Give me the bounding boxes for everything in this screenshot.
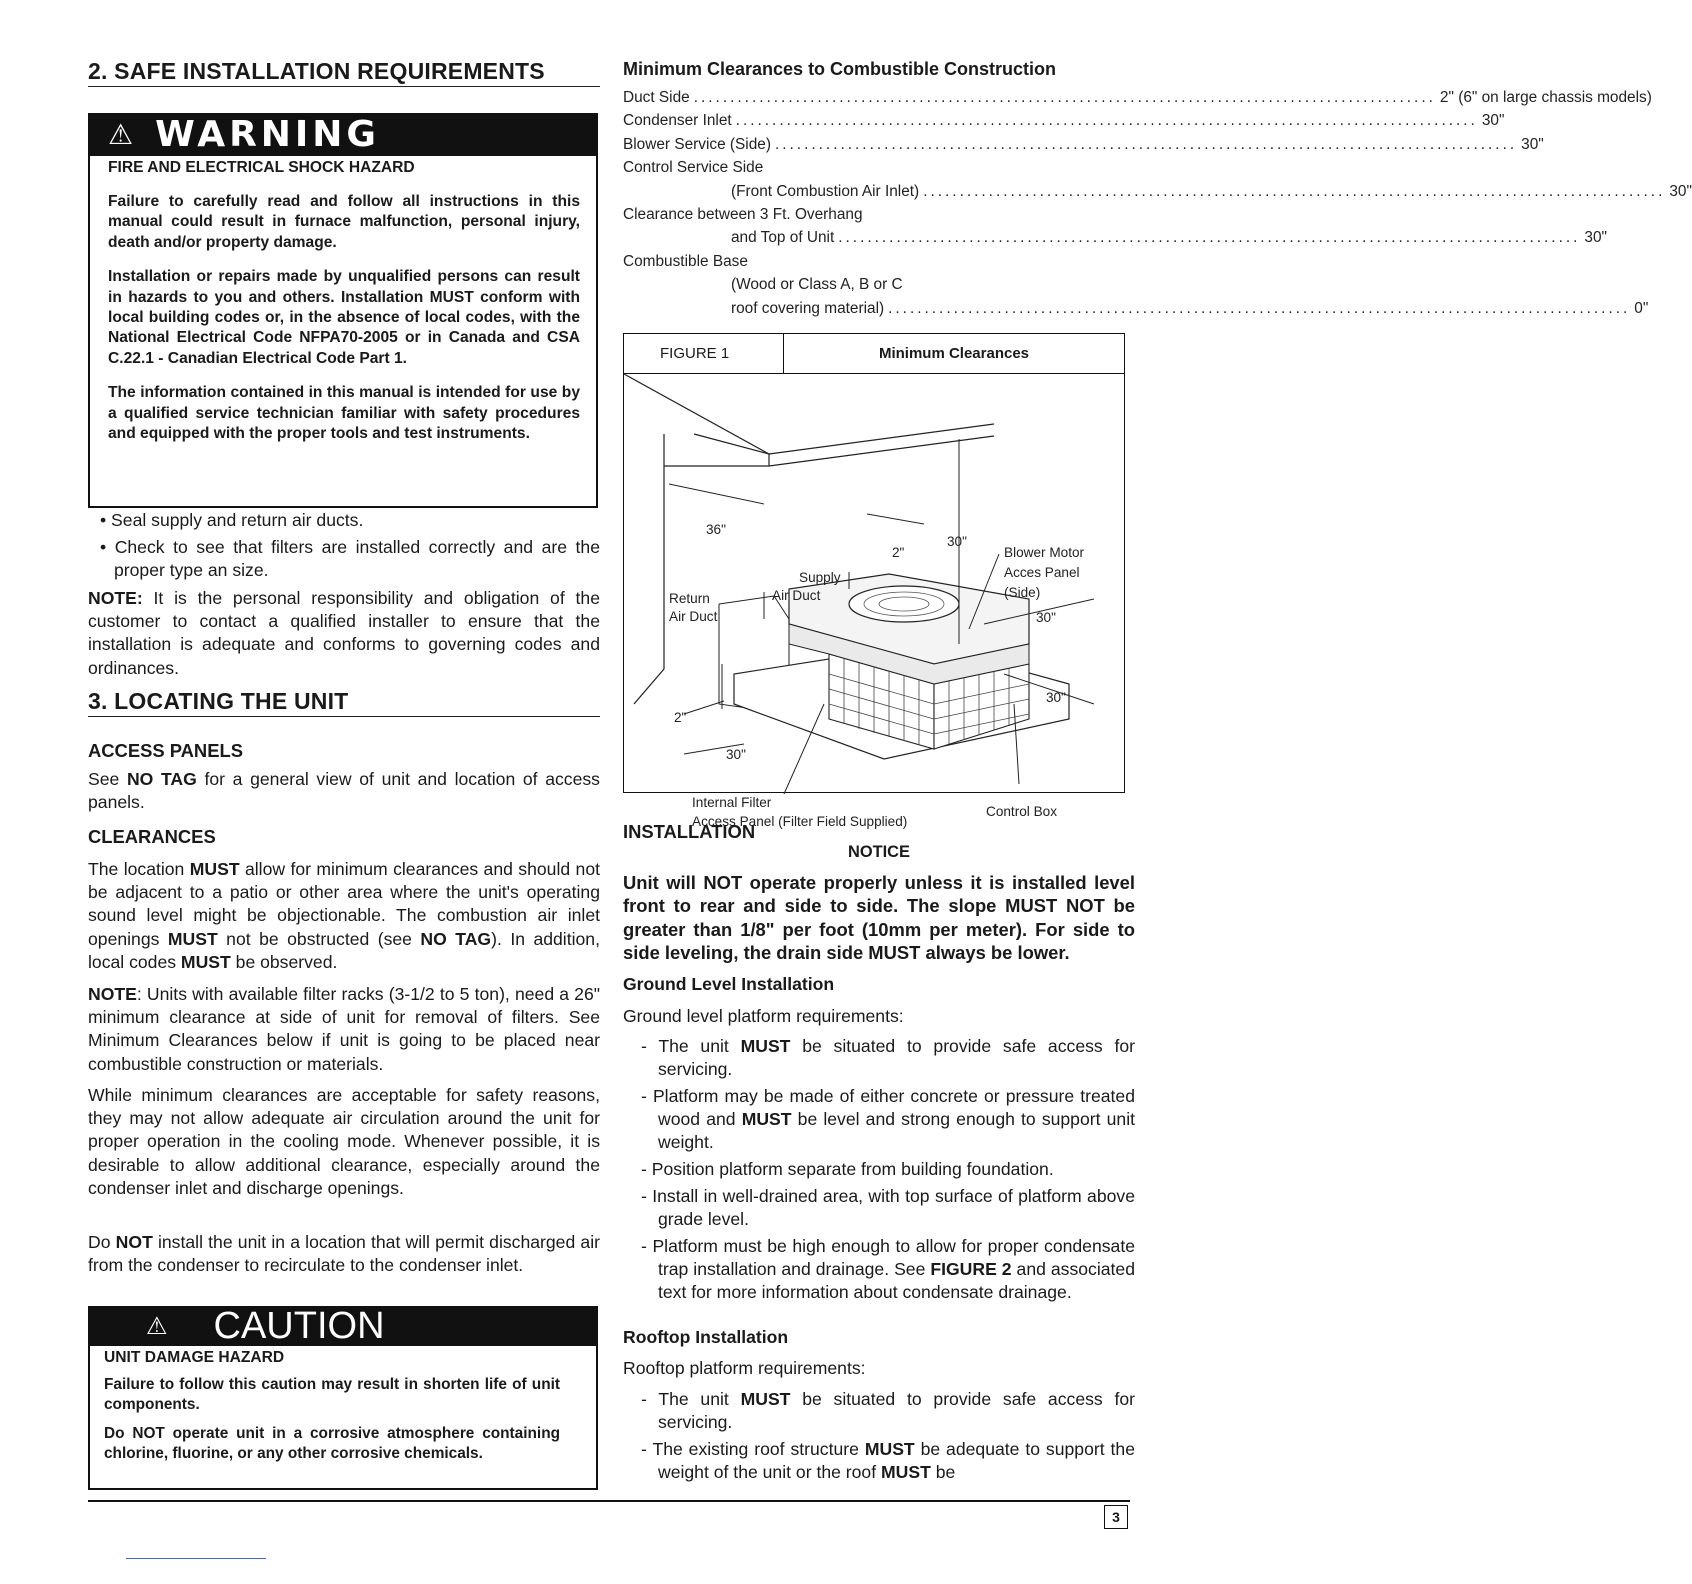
caution-triangle-icon: ⚠ [146, 1312, 168, 1340]
ground-level-heading: Ground Level Installation [623, 974, 835, 994]
warning-banner [90, 113, 596, 156]
clearances-heading: CLEARANCES [88, 826, 216, 847]
clearance-row: Duct Side ..... 2" (6" on large chassis models) [623, 86, 1127, 109]
note-2: NOTE: Units with available filter racks (3-1/2 to 5 ton), need a 26" minimum clearance at side of unit for removal of filters. See Minimum Clearances below if unit is going to be placed near combustible construction or materials. [88, 984, 600, 1074]
blower-label-2: Acces Panel [1004, 565, 1080, 580]
clearance-row: Blower Service (Side) ..... 30" [623, 133, 1127, 156]
figure-label: FIGURE 1 [624, 334, 784, 373]
warning-triangle-icon: ⚠ [108, 119, 134, 150]
caution-paragraph-1: Failure to follow this caution may result in shorten life of unit components. [104, 1376, 560, 1414]
caution-box [88, 1306, 598, 1490]
access-panels-heading: ACCESS PANELS [88, 740, 243, 761]
warning-box [88, 113, 598, 508]
dim-2-duct: 2" [674, 710, 687, 725]
clearances-table-title: Minimum Clearances to Combustible Construction [623, 59, 1057, 79]
page-number: 3 [1104, 1505, 1128, 1529]
section-3-title: 3. LOCATING THE UNIT [88, 688, 600, 717]
notice-text: Unit will NOT operate properly unless it is installed level front to rear and side to side. The slope MUST NOT be greater than 1/8" per foot (10mm per meter). For side to side leveling, the drain side MUST always be lower. [623, 872, 1135, 964]
clearance-row: (Front Combustion Air Inlet) ..... 30" [623, 180, 1127, 203]
clearances-paragraph-4: Do NOT install the unit in a location that will permit discharged air from the condenser to recirculate to the condenser inlet. [88, 1232, 600, 1276]
blower-label-1: Blower Motor [1004, 545, 1085, 560]
caution-banner [90, 1306, 596, 1346]
ground-requirements-list [623, 1035, 1135, 1304]
dim-36: 36" [706, 522, 726, 537]
caution-paragraph-2: Do NOT operate unit in a corrosive atmosphere containing chlorine, fluorine, or any other corrosive chemicals. [104, 1424, 560, 1463]
clearances-table [623, 86, 1692, 320]
dim-30-bottom: 30" [726, 747, 746, 762]
figure-title: Minimum Clearances [878, 345, 1030, 362]
figure-header [624, 334, 1124, 374]
clearances-paragraph-1: The location MUST allow for minimum clearances and should not be adjacent to a patio or other area where the unit's operating sound level might be objectionable. The combustion air inlet openings MUST not be obstructed (see NO TAG). In addition, local codes MUST be observed. [88, 859, 600, 972]
caution-hazard-title: UNIT DAMAGE HAZARD [104, 1349, 285, 1366]
footnote-rule [126, 1558, 266, 1559]
dim-30-side: 30" [1036, 610, 1056, 625]
blower-label-3: (Side) [1004, 585, 1041, 600]
dim-2-top: 2" [892, 545, 905, 560]
list-item: - The unit MUST be situated to provide safe access for servicing. [641, 1389, 1136, 1432]
access-tag-link: NO TAG [126, 769, 197, 789]
clearance-row: Condenser Inlet ..... 30" [623, 109, 1127, 132]
list-item: - Install in well-drained area, with top surface of platform above grade level. [641, 1186, 1135, 1229]
rooftop-intro: Rooftop platform requirements: [623, 1358, 866, 1378]
clearance-row: Clearance between 3 Ft. Overhang [623, 206, 863, 224]
bullet-list [88, 509, 600, 583]
list-item: - Platform may be made of either concrete or pressure treated wood and MUST be level and strong enough to support unit weight. [641, 1086, 1135, 1152]
figure-diagram [624, 374, 1124, 829]
supply-label-2: Air Duct [772, 588, 821, 603]
ground-level-intro: Ground level platform requirements: [623, 1006, 904, 1026]
warning-paragraph-2: Installation or repairs made by unqualified persons can result in hazards to you and others. Installation MUST conform with local building codes or, in the absence of local codes, with the National Electrical Code NFPA70-2005 or in Canada and CSA C.22.1 - Canadian Electrical Code Part 1. [108, 268, 580, 367]
rooftop-heading: Rooftop Installation [623, 1327, 789, 1347]
warning-paragraph-3: The information contained in this manual is intended for use by a qualified service technician familiar with safety procedures and equipped with the proper tools and test instruments. [108, 384, 580, 443]
list-item: - Platform must be high enough to allow for proper condensate trap installation and drainage. See FIGURE 2 and associated text for more information about condensate drainage. [641, 1236, 1135, 1302]
notice-label: NOTICE [848, 843, 910, 861]
section-2-title: 2. SAFE INSTALLATION REQUIREMENTS [88, 58, 600, 87]
list-item: - The unit MUST be situated to provide safe access for servicing. [641, 1036, 1136, 1079]
supply-label-1: Supply [799, 570, 841, 585]
installation-heading: INSTALLATION [623, 821, 756, 842]
clearance-row: Control Service Side [623, 159, 764, 177]
filter-label-1: Internal Filter [692, 795, 772, 810]
control-box-label: Control Box [986, 804, 1058, 819]
bullet-item: • Seal supply and return air ducts. [100, 510, 364, 530]
footer-rule [88, 1500, 1130, 1502]
list-item: - Position platform separate from building foundation. [641, 1159, 1054, 1179]
filter-label-2: Access Panel (Filter Field Supplied) [692, 814, 908, 829]
warning-paragraph-1: Failure to carefully read and follow all instructions in this manual could result in furnace malfunction, personal injury, death and/or property damage. [108, 193, 580, 251]
access-panels-text: See NO TAG for a general view of unit and location of access panels. [88, 769, 600, 813]
caution-word: CAUTION [213, 1304, 385, 1347]
list-item: - The existing roof structure MUST be adequate to support the weight of the unit or the roof MUST be [641, 1439, 1135, 1482]
clearance-row: (Wood or Class A, B or C [731, 276, 903, 294]
bullet-item: • Check to see that filters are installed correctly and are the proper type an size. [100, 537, 600, 581]
dim-30-front: 30" [1046, 690, 1066, 705]
warning-word: WARNING [155, 114, 380, 155]
clearance-row: Combustible Base [623, 252, 748, 270]
return-label-1: Return [669, 591, 710, 606]
dim-30-top: 30" [947, 534, 967, 549]
note-label: NOTE: [88, 588, 143, 608]
note-1: NOTE: It is the personal responsibility and obligation of the customer to contact a qualified installer to ensure that the installation is adequate and conforms to governing codes and ordinances. [88, 588, 600, 678]
return-label-2: Air Duct [669, 609, 718, 624]
rooftop-requirements-list [623, 1388, 1135, 1484]
warning-hazard-title: FIRE AND ELECTRICAL SHOCK HAZARD [108, 159, 415, 176]
figure-1 [623, 333, 1125, 829]
clearance-row: roof covering material) ..... 0" [623, 297, 1127, 320]
clearances-paragraph-3: While minimum clearances are acceptable for safety reasons, they may not allow adequate air circulation around the unit for proper operation in the cooling mode. Whenever possible, it is desirable to allow additional clearance, especially around the condenser inlet and discharge openings. [88, 1085, 600, 1198]
clearance-row: and Top of Unit ..... 30" [623, 226, 1127, 249]
